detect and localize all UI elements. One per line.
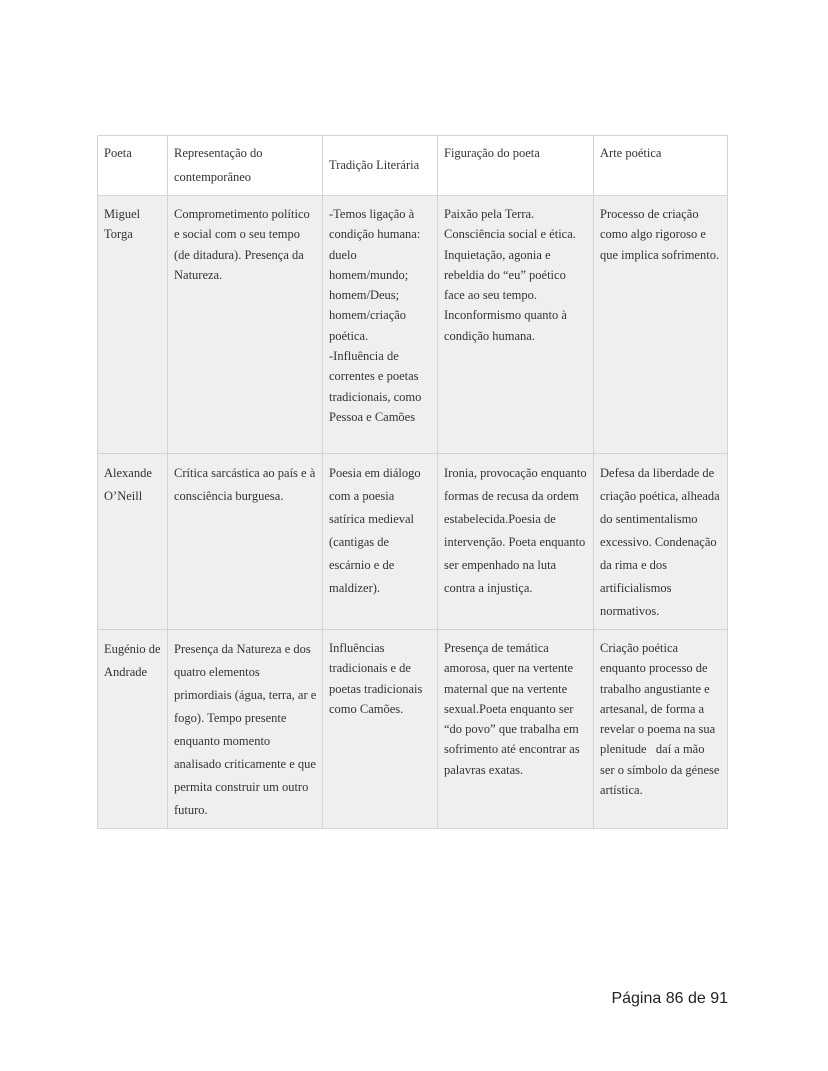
cell-representacao: Crítica sarcástica ao país e à consciência burguesa. [168, 454, 323, 630]
header-tradicao: Tradição Literária [323, 136, 438, 196]
cell-tradicao: Poesia em diálogo com a poesia satírica medieval (cantigas de escárnio e de maldizer). [323, 454, 438, 630]
cell-representacao: Presença da Natureza e dos quatro elementos primordiais (água, terra, ar e fogo). Tempo presente enquanto momento analisado criticamente e que permita construir um outro futuro. [168, 630, 323, 829]
header-figuracao: Figuração do poeta [438, 136, 594, 196]
cell-representacao: Comprometimento político e social com o seu tempo (de ditadura). Presença da Natureza. [168, 196, 323, 454]
cell-arte: Defesa da liberdade de criação poética, alheada do sentimentalismo excessivo. Condenação da rima e dos artificialismos normativos. [594, 454, 728, 630]
header-representacao: Representação do contemporâneo [168, 136, 323, 196]
cell-poeta: Eugénio de Andrade [98, 630, 168, 829]
table-header-row [98, 136, 728, 196]
cell-figuracao: Presença de temática amorosa, quer na vertente maternal que na vertente sexual.Poeta enquanto ser “do povo” que trabalha em sofrimento até encontrar as palavras exatas. [438, 630, 594, 829]
cell-tradicao: -Temos ligação à condição humana: duelo homem/mundo; homem/Deus; homem/criação poética. -Influência de correntes e poetas tradicionais, como Pessoa e Camões [323, 196, 438, 454]
poets-comparison-table [97, 135, 728, 829]
cell-figuracao: Paixão pela Terra. Consciência social e ética. Inquietação, agonia e rebeldia do “eu” poético face ao seu tempo. Inconformismo quanto à condição humana. [438, 196, 594, 454]
table-row [98, 630, 728, 829]
header-poeta: Poeta [98, 136, 168, 196]
table-row [98, 196, 728, 454]
cell-tradicao: Influências tradicionais e de poetas tradicionais como Camões. [323, 630, 438, 829]
cell-poeta: Miguel Torga [98, 196, 168, 454]
header-arte: Arte poética [594, 136, 728, 196]
page-number: Página 86 de 91 [611, 990, 728, 1007]
cell-poeta: Alexande O’Neill [98, 454, 168, 630]
cell-arte: Criação poética enquanto processo de trabalho angustiante e artesanal, de forma a revelar o poema na sua plenitude daí a mão ser o símbolo da génese artística. [594, 630, 728, 829]
table-row [98, 454, 728, 630]
cell-figuracao: Ironia, provocação enquanto formas de recusa da ordem estabelecida.Poesia de intervenção. Poeta enquanto ser empenhado na luta contra a injustiça. [438, 454, 594, 630]
cell-arte: Processo de criação como algo rigoroso e que implica sofrimento. [594, 196, 728, 454]
